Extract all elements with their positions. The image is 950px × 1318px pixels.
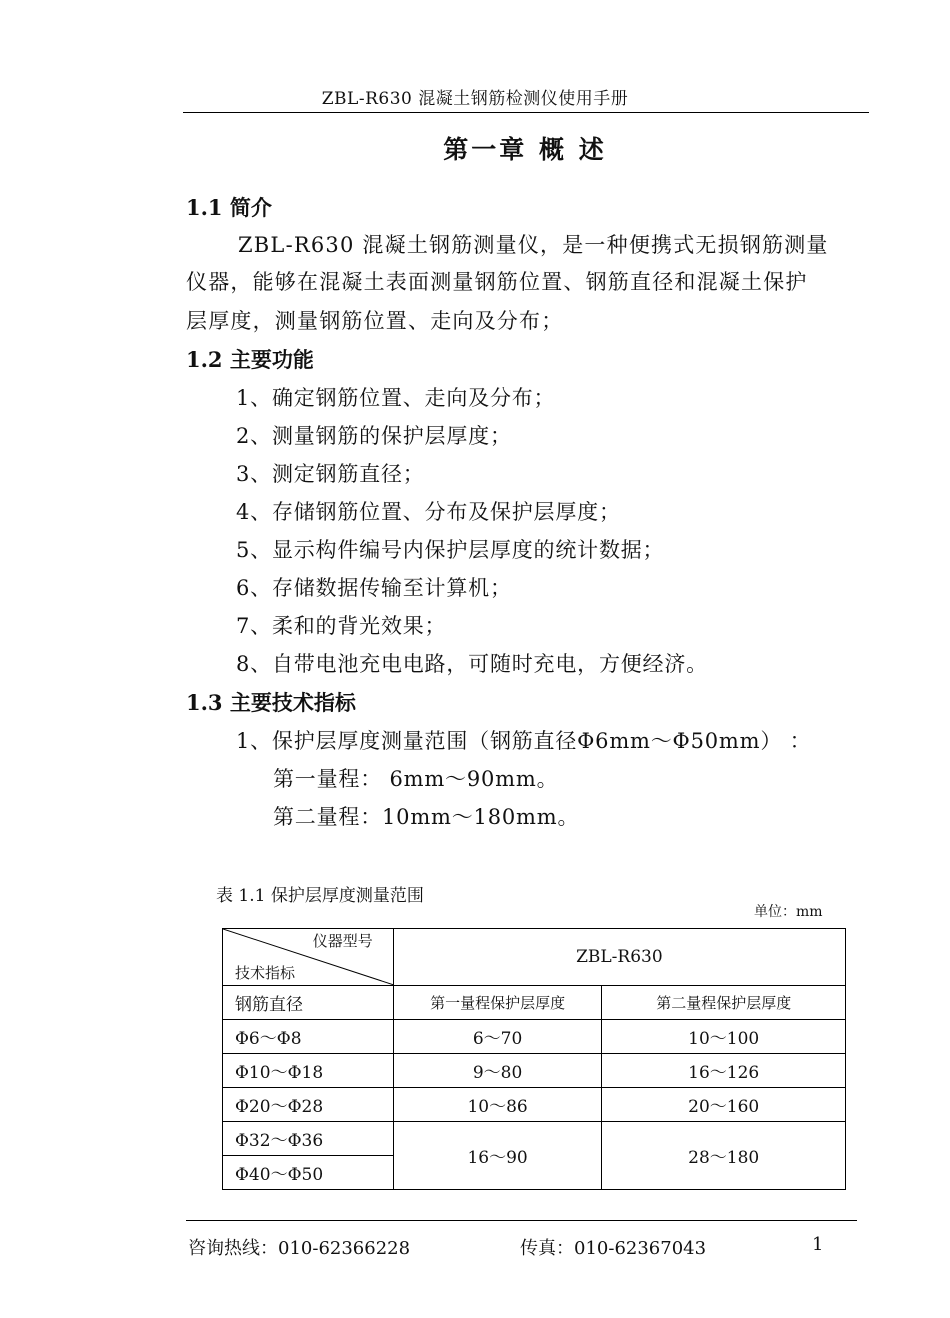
spec-range-2: 第二量程：10mm～180mm。	[273, 805, 580, 829]
spec-range-1: 第一量程： 6mm～90mm。	[273, 767, 559, 791]
range1-cell: 9～80	[393, 1054, 602, 1088]
range2-cell: 16～126	[602, 1054, 846, 1088]
range1-cell: 6～70	[393, 1020, 602, 1054]
diameter-cell: Φ10～Φ18	[223, 1054, 394, 1088]
spec-table	[222, 928, 846, 1190]
function-item: 5、显示构件编号内保护层厚度的统计数据；	[236, 538, 665, 562]
range1-cell: 10～86	[393, 1088, 602, 1122]
diameter-cell: Φ32～Φ36	[223, 1122, 394, 1156]
table-row	[223, 1122, 846, 1156]
diagonal-header-cell	[223, 929, 394, 986]
header-title: ZBL-R630 混凝土钢筋检测仪使用手册	[321, 89, 629, 109]
function-item: 7、柔和的背光效果；	[236, 614, 447, 638]
range2-cell: 20～160	[602, 1088, 846, 1122]
intro-line-2: 仪器，能够在混凝土表面测量钢筋位置、钢筋直径和混凝土保护	[186, 270, 808, 294]
function-item: 2、测量钢筋的保护层厚度；	[236, 424, 512, 448]
diag-top-label: 仪器型号	[312, 932, 373, 950]
page-number: 1	[812, 1234, 824, 1255]
diameter-cell: Φ6～Φ8	[223, 1020, 394, 1054]
diag-bottom-label: 技术指标	[235, 964, 296, 982]
range2-cell: 10～100	[602, 1020, 846, 1054]
table-caption: 表 1.1 保护层厚度测量范围	[216, 886, 424, 906]
table-row	[223, 1088, 846, 1122]
function-item: 1、确定钢筋位置、走向及分布；	[236, 386, 556, 410]
footer-divider	[186, 1220, 857, 1221]
section-intro-title: 1.1 简介	[186, 195, 272, 220]
col1-header-cell: 第一量程保护层厚度	[393, 986, 602, 1020]
intro-line-3: 层厚度，测量钢筋位置、走向及分布；	[186, 309, 564, 333]
function-item: 4、存储钢筋位置、分布及保护层厚度；	[236, 500, 621, 524]
diameter-cell: Φ20～Φ28	[223, 1088, 394, 1122]
range2-cell-merged: 28～180	[602, 1122, 846, 1190]
table-subheader-row	[223, 986, 846, 1020]
footer-fax: 传真：010-62367043	[520, 1238, 707, 1259]
diameter-cell: Φ40～Φ50	[223, 1156, 394, 1190]
table-row	[223, 1020, 846, 1054]
header-divider	[183, 112, 869, 113]
row-header-cell: 钢筋直径	[223, 986, 394, 1020]
function-item: 8、自带电池充电电路，可随时充电，方便经济。	[236, 652, 708, 676]
chapter-title: 第一章 概 述	[443, 135, 607, 164]
function-item: 6、存储数据传输至计算机；	[236, 576, 512, 600]
model-cell: ZBL-R630	[393, 929, 845, 986]
footer-hotline: 咨询热线：010-62366228	[188, 1238, 411, 1259]
range1-cell-merged: 16～90	[393, 1122, 602, 1190]
function-item: 3、测定钢筋直径；	[236, 462, 425, 486]
table-unit: 单位：mm	[754, 904, 823, 920]
section-functions-title: 1.2 主要功能	[186, 347, 314, 372]
table-row	[223, 1054, 846, 1088]
intro-line-1: ZBL-R630 混凝土钢筋测量仪，是一种便携式无损钢筋测量	[238, 233, 829, 257]
col2-header-cell: 第二量程保护层厚度	[602, 986, 846, 1020]
spec-item-1: 1、保护层厚度测量范围（钢筋直径Φ6mm～Φ50mm） ：	[236, 729, 812, 753]
section-specs-title: 1.3 主要技术指标	[186, 690, 356, 715]
table-header-row	[223, 929, 846, 986]
